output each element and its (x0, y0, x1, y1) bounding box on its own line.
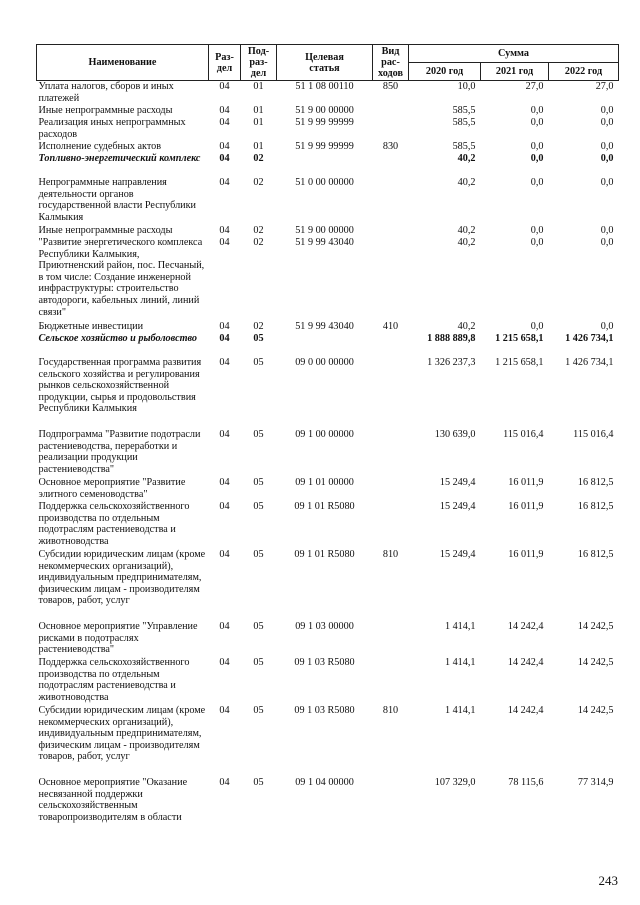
target-cell: 09 1 01 R5080 (294, 501, 355, 512)
podrazdel-cell: 05 (253, 777, 264, 788)
podrazdel-cell: 05 (253, 549, 264, 560)
budget-table (36, 44, 619, 825)
header-2021: 2021 год (481, 63, 549, 81)
vid-cell: 810 (382, 549, 399, 560)
vid-cell: 850 (382, 81, 399, 92)
table-row (37, 321, 619, 333)
sum-2022-cell: 0,0 (600, 153, 614, 164)
target-cell (277, 333, 373, 357)
sum-2021-cell: 14 242,4 (507, 621, 544, 632)
sum-2022-cell: 0,0 (600, 225, 614, 236)
razdel-cell: 04 (219, 177, 230, 188)
podrazdel-cell: 02 (253, 177, 264, 188)
razdel-cell: 04 (219, 777, 230, 788)
sum-2022-cell: 0,0 (600, 321, 614, 332)
sum-2020-cell: 40,2 (457, 237, 476, 248)
podrazdel-cell: 05 (253, 501, 264, 512)
podrazdel-cell: 02 (253, 225, 264, 236)
sum-2020-cell: 15 249,4 (439, 477, 476, 488)
header-sum: Сумма (409, 45, 619, 63)
table-row (37, 429, 619, 477)
target-cell: 09 1 04 00000 (295, 777, 354, 788)
table-row (37, 237, 619, 321)
vid-cell (373, 117, 409, 141)
vid-cell: 410 (382, 321, 399, 332)
page-number: 243 (598, 873, 618, 888)
podrazdel-cell: 05 (253, 705, 264, 716)
vid-cell (373, 657, 409, 705)
table-row (37, 549, 619, 621)
razdel-cell: 04 (219, 141, 230, 152)
table-row (37, 477, 619, 501)
sum-2020-cell: 40,2 (457, 177, 476, 188)
target-cell: 51 9 99 99999 (295, 141, 354, 152)
name-cell: Основное мероприятие "Развитие элитного семеноводства" (38, 477, 186, 500)
header-2020: 2020 год (409, 63, 481, 81)
sum-2022-cell: 0,0 (600, 141, 614, 152)
sum-2020-cell: 1 414,1 (444, 705, 476, 716)
sum-2021-cell: 0,0 (530, 177, 544, 188)
vid-cell (373, 105, 409, 117)
sum-2021-cell: 16 011,9 (508, 549, 544, 560)
vid-cell (373, 429, 409, 477)
table-row (37, 657, 619, 705)
podrazdel-cell: 01 (253, 117, 264, 128)
table-row (37, 141, 619, 153)
vid-cell (373, 477, 409, 501)
sum-2021-cell: 0,0 (530, 153, 544, 164)
name-cell: Реализация иных непрограммных расходов (38, 117, 186, 140)
sum-2021-cell: 0,0 (530, 321, 544, 332)
target-cell: 51 9 99 43040 (295, 237, 354, 248)
sum-2021-cell: 0,0 (530, 105, 544, 116)
sum-2020-cell: 107 329,0 (434, 777, 476, 788)
razdel-cell: 04 (219, 237, 230, 248)
sum-2021-cell: 16 011,9 (508, 501, 544, 512)
sum-2021-cell: 14 242,4 (507, 657, 544, 668)
table-row (37, 777, 619, 825)
vid-cell: 830 (382, 141, 399, 152)
sum-2021-cell: 0,0 (530, 117, 544, 128)
target-cell: 09 1 01 00000 (295, 477, 354, 488)
sum-2020-cell: 1 414,1 (444, 657, 476, 668)
header-razdel: Раз- дел (209, 45, 241, 81)
podrazdel-cell: 01 (253, 81, 264, 92)
target-cell: 09 1 00 00000 (295, 429, 354, 440)
name-cell: Подпрограмма "Развитие подотрасли растениеводства, переработки и реализации продукции растениеводства" (38, 429, 201, 475)
name-cell: Государственная программа развития сельского хозяйства и регулирования рынков сельскохозяйственной продукции, сырья и продовольствия Республики Калмыкия (38, 357, 202, 415)
name-cell: "Развитие энергетического комплекса Республики Калмыкия, Приютненский район, пос. Песчаный, в том числе: Создание инженерной инфраструктуры: строительство автодороги, кабельных линий, линий связи" (38, 237, 205, 318)
razdel-cell: 04 (219, 81, 230, 92)
sum-2020-cell: 40,2 (457, 153, 476, 164)
name-cell: Топливно-энергетический комплекс (38, 153, 201, 164)
table-row (37, 81, 619, 106)
sum-2022-cell: 14 242,5 (577, 621, 614, 632)
name-cell: Основное мероприятие "Управление рисками в подотраслях растениеводства" (38, 621, 198, 656)
name-cell: Уплата налогов, сборов и иных платежей (38, 81, 174, 104)
header-target: Целевая статья (277, 45, 373, 81)
name-cell: Поддержка сельскохозяйственного производства по отдельным подотраслям растениеводства и животноводства (38, 657, 190, 703)
sum-2020-cell: 15 249,4 (439, 549, 476, 560)
razdel-cell: 04 (219, 357, 230, 368)
vid-cell (373, 777, 409, 825)
sum-2022-cell: 0,0 (600, 237, 614, 248)
table-row (37, 225, 619, 237)
name-cell: Иные непрограммные расходы (38, 225, 173, 236)
sum-2022-cell: 0,0 (600, 177, 614, 188)
table-row (37, 117, 619, 141)
sum-2021-cell: 0,0 (530, 237, 544, 248)
podrazdel-cell: 05 (253, 621, 264, 632)
header-vid: Вид рас- ходов (373, 45, 409, 81)
target-cell: 51 9 99 99999 (295, 117, 354, 128)
name-cell: Бюджетные инвестиции (38, 321, 144, 332)
sum-2020-cell: 585,5 (452, 105, 476, 116)
name-cell: Сельское хозяйство и рыболовство (38, 333, 198, 344)
sum-2020-cell: 1 888 889,8 (427, 333, 476, 344)
table-row (37, 177, 619, 225)
sum-2020-cell: 10,0 (457, 81, 476, 92)
sum-2020-cell: 1 326 237,3 (427, 357, 476, 368)
vid-cell (373, 153, 409, 177)
sum-2022-cell: 77 314,9 (577, 777, 614, 788)
target-cell: 09 1 03 R5080 (294, 705, 355, 716)
podrazdel-cell: 05 (253, 357, 264, 368)
sum-2022-cell: 14 242,5 (577, 705, 614, 716)
sum-2020-cell: 585,5 (452, 117, 476, 128)
sum-2022-cell: 115 016,4 (573, 429, 614, 440)
name-cell: Иные непрограммные расходы (38, 105, 173, 116)
sum-2022-cell: 1 426 734,1 (565, 333, 614, 344)
target-cell: 51 9 99 43040 (295, 321, 354, 332)
razdel-cell: 04 (219, 705, 230, 716)
razdel-cell: 04 (219, 621, 230, 632)
vid-cell (373, 177, 409, 225)
header-2022: 2022 год (549, 63, 619, 81)
vid-cell (373, 237, 409, 321)
razdel-cell: 04 (219, 117, 230, 128)
sum-2022-cell: 1 426 734,1 (565, 357, 614, 368)
podrazdel-cell: 02 (253, 237, 264, 248)
table-row (37, 501, 619, 549)
target-cell: 51 9 00 00000 (295, 105, 354, 116)
target-cell: 09 1 03 R5080 (294, 657, 355, 668)
table-row (37, 705, 619, 777)
razdel-cell: 04 (219, 153, 230, 164)
sum-2022-cell: 14 242,5 (577, 657, 614, 668)
podrazdel-cell: 02 (253, 153, 264, 164)
podrazdel-cell: 01 (253, 141, 264, 152)
sum-2020-cell: 40,2 (457, 225, 476, 236)
sum-2022-cell: 27,0 (595, 81, 614, 92)
target-cell: 09 1 03 00000 (295, 621, 354, 632)
razdel-cell: 04 (219, 501, 230, 512)
sum-2022-cell: 16 812,5 (577, 477, 614, 488)
target-cell: 51 1 08 00110 (295, 81, 354, 92)
vid-cell (373, 621, 409, 657)
sum-2020-cell: 40,2 (457, 321, 476, 332)
sum-2021-cell: 78 115,6 (508, 777, 544, 788)
sum-2021-cell: 14 242,4 (507, 705, 544, 716)
podrazdel-cell: 05 (253, 657, 264, 668)
target-cell: 09 0 00 00000 (295, 357, 354, 368)
razdel-cell: 04 (219, 105, 230, 116)
target-cell: 51 9 00 00000 (295, 225, 354, 236)
sum-2021-cell: 0,0 (530, 225, 544, 236)
name-cell: Исполнение судебных актов (38, 141, 162, 152)
target-cell: 51 0 00 00000 (295, 177, 354, 188)
sum-2021-cell: 0,0 (530, 141, 544, 152)
header-podrazdel: Под- раз- дел (241, 45, 277, 81)
podrazdel-cell: 01 (253, 105, 264, 116)
sum-2022-cell: 0,0 (600, 105, 614, 116)
razdel-cell: 04 (219, 429, 230, 440)
sum-2020-cell: 15 249,4 (439, 501, 476, 512)
sum-2021-cell: 1 215 658,1 (495, 333, 544, 344)
podrazdel-cell: 05 (253, 477, 264, 488)
razdel-cell: 04 (219, 321, 230, 332)
podrazdel-cell: 02 (253, 321, 264, 332)
header-name: Наименование (37, 45, 209, 81)
table-row (37, 357, 619, 429)
razdel-cell: 04 (219, 549, 230, 560)
sum-2022-cell: 16 812,5 (577, 501, 614, 512)
vid-cell (373, 333, 409, 357)
sum-2021-cell: 27,0 (525, 81, 544, 92)
table-row (37, 333, 619, 357)
sum-2020-cell: 1 414,1 (444, 621, 476, 632)
table-row (37, 621, 619, 657)
table-row (37, 153, 619, 177)
name-cell: Поддержка сельскохозяйственного производства по отдельным подотраслям растениеводства и животноводства (38, 501, 190, 547)
sum-2021-cell: 115 016,4 (503, 429, 544, 440)
razdel-cell: 04 (219, 225, 230, 236)
sum-2022-cell: 16 812,5 (577, 549, 614, 560)
sum-2022-cell: 0,0 (600, 117, 614, 128)
podrazdel-cell: 05 (253, 333, 264, 344)
vid-cell: 810 (382, 705, 399, 716)
vid-cell (373, 357, 409, 429)
razdel-cell: 04 (219, 333, 230, 344)
sum-2020-cell: 585,5 (452, 141, 476, 152)
razdel-cell: 04 (219, 477, 230, 488)
sum-2020-cell: 130 639,0 (434, 429, 476, 440)
vid-cell (373, 501, 409, 549)
vid-cell (373, 225, 409, 237)
name-cell: Непрограммные направления деятельности органов государственной власти Республики Калмыкия (38, 177, 197, 223)
table-body (37, 81, 619, 826)
target-cell (277, 153, 373, 177)
name-cell: Основное мероприятие "Оказание несвязанной поддержки сельскохозяйственным товаропроизводителям в области (38, 777, 188, 823)
name-cell: Субсидии юридическим лицам (кроме некоммерческих организаций), индивидуальным предпринимателям, физическим лицам - производителям товаров, работ, услуг (38, 705, 206, 763)
name-cell: Субсидии юридическим лицам (кроме некоммерческих организаций), индивидуальным предпринимателям, физическим лицам - производителям товаров, работ, услуг (38, 549, 206, 607)
target-cell: 09 1 01 R5080 (294, 549, 355, 560)
sum-2021-cell: 16 011,9 (508, 477, 544, 488)
sum-2021-cell: 1 215 658,1 (495, 357, 544, 368)
razdel-cell: 04 (219, 657, 230, 668)
table-row (37, 105, 619, 117)
podrazdel-cell: 05 (253, 429, 264, 440)
